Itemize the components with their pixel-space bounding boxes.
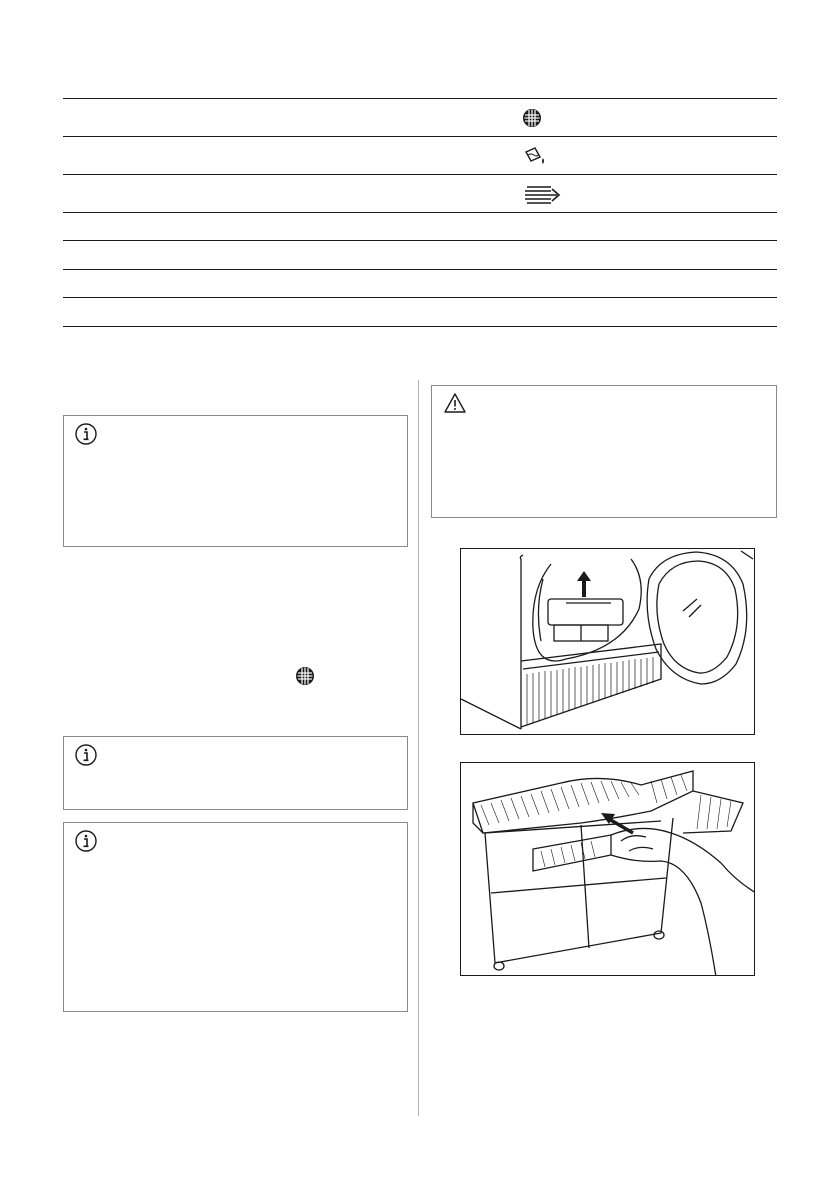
table-row: [63, 241, 777, 270]
warning-box: [431, 385, 777, 518]
info-icon: [75, 744, 97, 766]
table-row: [63, 99, 777, 137]
info-icon: [75, 423, 97, 445]
warning-icon: [443, 392, 467, 414]
table-row: [63, 213, 777, 241]
info-box: [63, 822, 408, 1012]
table-row: [63, 270, 777, 298]
info-box: [63, 736, 408, 810]
table-row: [63, 137, 777, 175]
info-icon: [75, 830, 97, 852]
filter-open-illustration: [460, 762, 755, 976]
empty-water-icon: [521, 143, 567, 169]
paragraph: [63, 648, 408, 688]
filter-icon: [294, 665, 316, 692]
dryer-filter-removal-illustration: [460, 548, 755, 735]
heat-exchanger-icon: [521, 181, 567, 207]
filter-icon: [521, 105, 567, 131]
table-row: [63, 298, 777, 327]
info-box: [63, 415, 408, 547]
table-row: [63, 175, 777, 213]
maintenance-table: [63, 98, 777, 327]
column-divider: [418, 380, 419, 1116]
